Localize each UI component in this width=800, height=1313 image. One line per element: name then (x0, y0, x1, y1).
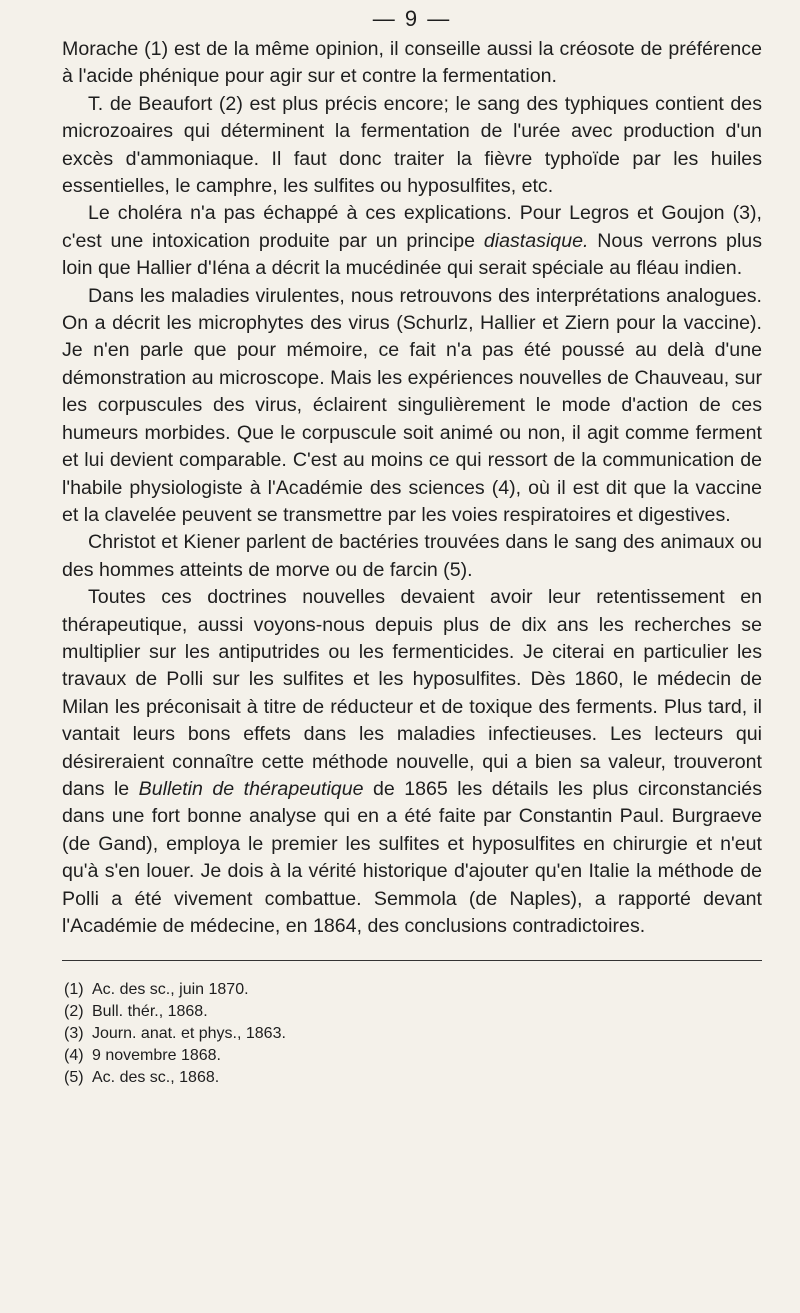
footnote (64, 1001, 762, 1023)
footnote (64, 1067, 762, 1089)
footnote (64, 979, 762, 1001)
footnote (64, 1023, 762, 1045)
footnote-mark: (1) (64, 981, 84, 999)
footnote-text: Bull. thér., 1868. (92, 1003, 208, 1021)
paragraph-6-text-a: Toutes ces doctrines nouvelles devaient avoir leur retentissement en thérapeutique, aussi voyons-nous depuis plus de dix ans les recherches se multiplier sur les antiputrides ou les fermenticides. Je citerai en particulier les travaux de Polli sur les sulfites et les hyposulfites. Dès 1860, le médecin de Milan les préconisait à titre de réducteur et de toxique des ferments. Plus tard, il vantait leurs bons effets dans les maladies infectieuses. Les lecteurs qui désireraient connaître cette méthode nouvelle, qui a bien sa valeur, trouveront dans le (62, 586, 762, 800)
paragraph-6-text-b: de 1865 les détails les plus circonstanciés dans une fort bonne analyse qui en a été faite par Constantin Paul. Burgraeve (de Gand), employa le premier les sulfites et hyposulfites en chirurgie et n'eut qu'à s'en louer. Je dois à la vérité historique d'ajouter qu'en Italie la méthode de Polli a été vivement combattue. Semmola (de Naples), a rapporté devant l'Académie de médecine, en 1864, des conclusions contradictoires. (62, 777, 762, 937)
footnote-text: Ac. des sc., juin 1870. (92, 981, 249, 999)
footnote-text: 9 novembre 1868. (92, 1047, 221, 1065)
footnote (64, 1045, 762, 1067)
footnote-mark: (5) (64, 1069, 84, 1087)
page-number: — 9 — (372, 6, 452, 31)
paragraph-5: Christot et Kiener parlent de bactéries trouvées dans le sang des animaux ou des hommes atteints de morve ou de farcin (5). (62, 531, 762, 581)
footnotes-list (62, 979, 762, 1089)
paragraph-1: Morache (1) est de la même opinion, il conseille aussi la créosote de préférence à l'acide phénique pour agir sur et contre la fermentation. (62, 38, 762, 88)
footnote-divider (62, 960, 762, 961)
paragraph-6-italic: Bulletin de thérapeutique (138, 777, 364, 800)
paragraph-6 (62, 584, 762, 940)
paragraph-4: Dans les maladies virulentes, nous retrouvons des interprétations analogues. On a décrit les microphytes des virus (Schurlz, Hallier et Ziern pour la vaccine). Je n'en parle que pour mémoire, ce fait n'a pas été poussé au delà d'une démonstration au microscope. Mais les expériences nouvelles de Chauveau, sur les corpuscules des virus, éclairent singulièrement le mode d'action de ces humeurs morbides. Que le corpuscule soit animé ou non, il agit comme ferment et lui devient comparable. C'est au moins ce qui ressort de la communication de l'habile physiologiste à l'Académie des sciences (4), où il est dit que la vaccine et la clavelée peuvent se transmettre par les voies respiratoires et digestives. (62, 284, 762, 526)
footnote-mark: (2) (64, 1003, 84, 1021)
paragraph-3 (62, 200, 762, 282)
footnote-text: Journ. anat. et phys., 1863. (92, 1025, 286, 1043)
paragraph-2: T. de Beaufort (2) est plus précis encore; le sang des typhiques contient des microzoaires qui déterminent la fermentation de l'urée avec production d'un excès d'ammoniaque. Il faut donc traiter la fièvre typhoïde par les huiles essentielles, le camphre, les sulfites ou hyposulfites, etc. (62, 92, 762, 198)
paragraph-3-text-a: Le choléra n'a pas échappé à ces explications. Pour Legros et Goujon (3), c'est une intoxication produite par un principe (62, 202, 762, 252)
footnote-mark: (3) (64, 1025, 84, 1043)
paragraph-3-italic: diastasique. (483, 229, 589, 252)
footnote-text: Ac. des sc., 1868. (92, 1069, 220, 1087)
footnote-mark: (4) (64, 1047, 84, 1065)
paragraph-3-text-b: Nous verrons plus loin que Hallier d'Iéna a décrit la mucédinée qui serait spéciale au fléau indien. (62, 229, 762, 280)
